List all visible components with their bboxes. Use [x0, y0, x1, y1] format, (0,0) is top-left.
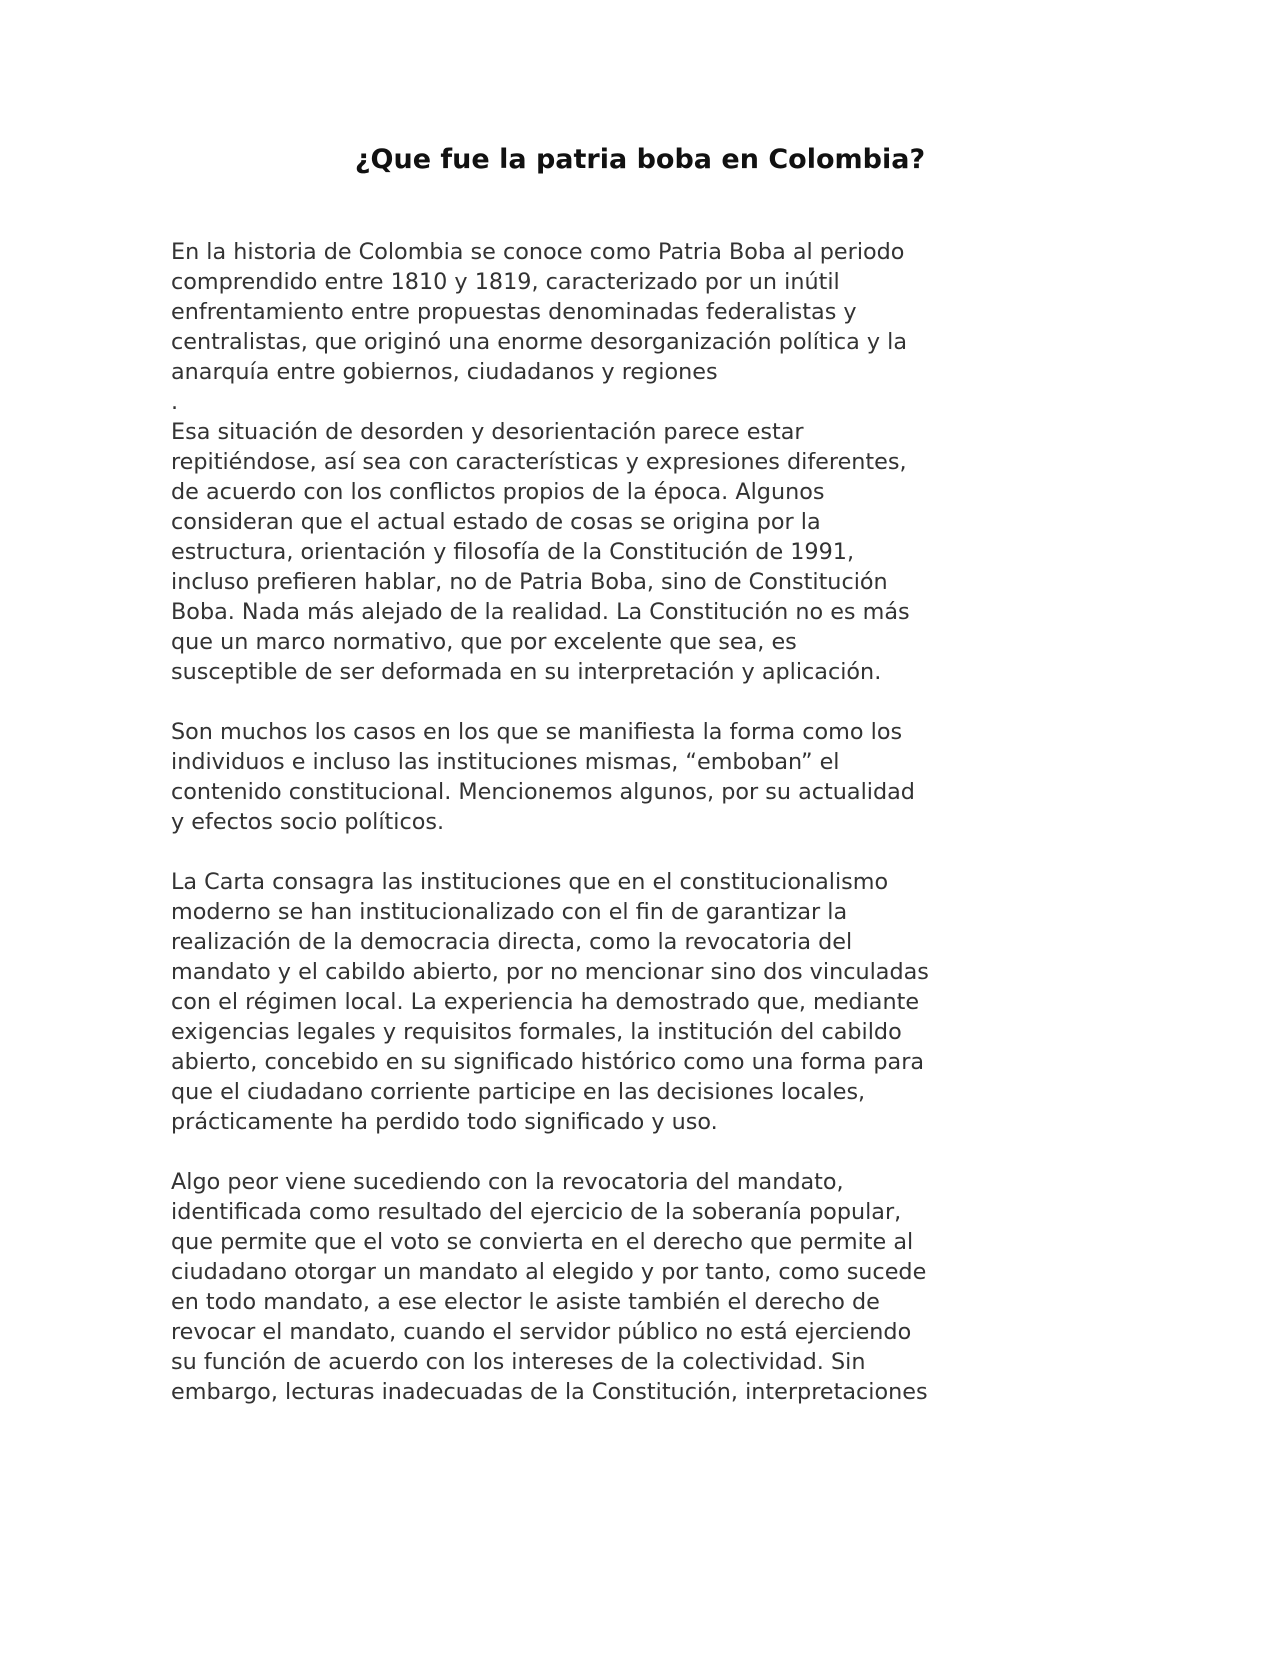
text-line: identificada como resultado del ejercicio de la soberanía popular,: [171, 1199, 902, 1225]
text-line: contenido constitucional. Mencionemos algunos, por su actualidad: [171, 779, 915, 805]
text-line: exigencias legales y requisitos formales, la institución del cabildo: [171, 1019, 902, 1045]
text-line: La Carta consagra las instituciones que en el constitucionalismo: [171, 869, 889, 895]
text-line: estructura, orientación y filosofía de la Constitución de 1991,: [171, 539, 855, 565]
text-line: centralistas, que originó una enorme desorganización política y la: [171, 329, 907, 355]
text-line: individuos e incluso las instituciones mismas, “emboban” el: [171, 749, 840, 775]
text-line: que un marco normativo, que por excelente que sea, es: [171, 629, 797, 655]
text-line: incluso prefieren hablar, no de Patria Boba, sino de Constitución: [171, 569, 888, 595]
text-line: revocar el mandato, cuando el servidor público no está ejerciendo: [171, 1319, 912, 1345]
text-line: Esa situación de desorden y desorientación parece estar: [171, 419, 804, 445]
text-line: susceptible de ser deformada en su interpretación y aplicación.: [171, 659, 882, 685]
document-body: [171, 237, 1171, 1407]
text-line: abierto, concebido en su significado histórico como una forma para: [171, 1049, 925, 1075]
text-line: moderno se han institucionalizado con el fin de garantizar la: [171, 899, 848, 925]
text-line: anarquía entre gobiernos, ciudadanos y regiones: [171, 359, 718, 385]
text-line: que el ciudadano corriente participe en las decisiones locales,: [171, 1079, 866, 1105]
text-line: embargo, lecturas inadecuadas de la Constitución, interpretaciones: [171, 1379, 928, 1405]
text-line: que permite que el voto se convierta en el derecho que permite al: [171, 1229, 914, 1255]
text-line: ciudadano otorgar un mandato al elegido y por tanto, como sucede: [171, 1259, 927, 1285]
blank-line: [171, 1137, 1171, 1167]
text-line: .: [171, 389, 179, 415]
blank-line: [171, 687, 1171, 717]
text-line: mandato y el cabildo abierto, por no mencionar sino dos vinculadas: [171, 959, 929, 985]
text-line: en todo mandato, a ese elector le asiste también el derecho de: [171, 1289, 880, 1315]
text-line: comprendido entre 1810 y 1819, caracterizado por un inútil: [171, 269, 840, 295]
text-line: y efectos socio políticos.: [171, 809, 445, 835]
text-line: enfrentamiento entre propuestas denominadas federalistas y: [171, 299, 857, 325]
document-title: ¿Que fue la patria boba en Colombia?: [354, 144, 926, 175]
text-line: consideran que el actual estado de cosas se origina por la: [171, 509, 821, 535]
text-line: prácticamente ha perdido todo significado y uso.: [171, 1109, 718, 1135]
text-line: repitiéndose, así sea con características y expresiones diferentes,: [171, 449, 907, 475]
text-line: su función de acuerdo con los intereses de la colectividad. Sin: [171, 1349, 866, 1375]
text-line: realización de la democracia directa, como la revocatoria del: [171, 929, 853, 955]
text-line: de acuerdo con los conflictos propios de la época. Algunos: [171, 479, 825, 505]
text-line: En la historia de Colombia se conoce como Patria Boba al periodo: [171, 239, 905, 265]
text-line: Boba. Nada más alejado de la realidad. La Constitución no es más: [171, 599, 910, 625]
text-line: Algo peor viene sucediendo con la revocatoria del mandato,: [171, 1169, 844, 1195]
blank-line: [171, 837, 1171, 867]
text-line: con el régimen local. La experiencia ha demostrado que, mediante: [171, 989, 920, 1015]
text-line: Son muchos los casos en los que se manifiesta la forma como los: [171, 719, 903, 745]
